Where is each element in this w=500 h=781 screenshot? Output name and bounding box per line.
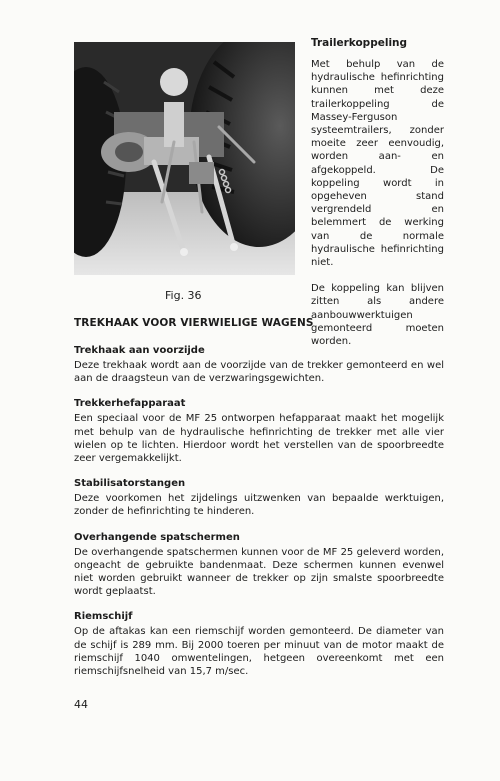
main-heading: TREKHAAK VOOR VIERWIELIGE WAGENS (74, 317, 314, 329)
section-text: De overhangende spatschermen kunnen voor de MF 25 geleverd worden, ongeacht de gebruikte bandenmaat. Deze schermen kunnen evenwel niet worden gebruikt wanneer de trekker op zijn smalste spoorbreedte wordt geplaatst. (74, 546, 444, 598)
section-title: Trekkerhefapparaat (74, 398, 186, 410)
side-paragraph: De koppeling kan blijven zitten als andere aanbouwwerktuigen gemonteerd moeten worden. (311, 283, 444, 348)
section-tractor-lift (74, 398, 444, 465)
section-title: Trekhaak aan voorzijde (74, 345, 205, 356)
trailer-coupling-section (311, 37, 444, 348)
tractor-hitch-photo (74, 42, 295, 275)
section-text: Deze voorkomen het zijdelings uitzwenken van bepaalde werktuigen, zonder de hefinrichting te hinderen. (74, 493, 444, 518)
section-text: Deze trekhaak wordt aan de voorzijde van de trekker gemonteerd en wel aan de draagsteun van de verzwaringsgewichten. (74, 360, 444, 385)
section-belt-pulley (74, 611, 444, 678)
side-paragraph: Met behulp van de hydraulische hefinrichting kunnen met deze trailerkoppeling de Massey-Ferguson systeemtrailers, zonder moeite zeer eenvoudig, worden aan- en afgekoppeld. De koppeling wordt in opgeheven stand vergrendeld en belemmert de werking van de normale hydraulische hefinrichting niet. (311, 59, 444, 269)
section-title: Overhangende spatschermen (74, 531, 240, 543)
section-front-hitch (74, 345, 444, 385)
section-text: Op de aftakas kan een riemschijf worden gemonteerd. De diameter van de schijf is 289 mm. Bij 2000 toeren per minuut van de motor maakt de riemschijf 1040 omwentelingen, hetgeen overeenkomt met een riemschijfsnelheid van 15,7 m/sec. (74, 626, 444, 678)
section-fenders (74, 532, 444, 599)
section-stabilizer-bars (74, 478, 444, 518)
main-content (74, 317, 444, 691)
trailer-coupling-heading: Trailerkoppeling (311, 37, 408, 49)
page-number: 44 (74, 698, 88, 711)
section-title: Riemschijf (74, 611, 133, 623)
figure-caption: Fig. 36 (165, 289, 202, 302)
section-title: Stabilisatorstangen (74, 478, 186, 490)
section-text: Een speciaal voor de MF 25 ontworpen hefapparaat maakt het mogelijk met behulp van de hydraulische hefinrichting de trekker met alle vier wielen op te lichten. Hierdoor wordt het verstellen van de spoorbreedte zeer vergemakkelijkt. (74, 413, 444, 465)
